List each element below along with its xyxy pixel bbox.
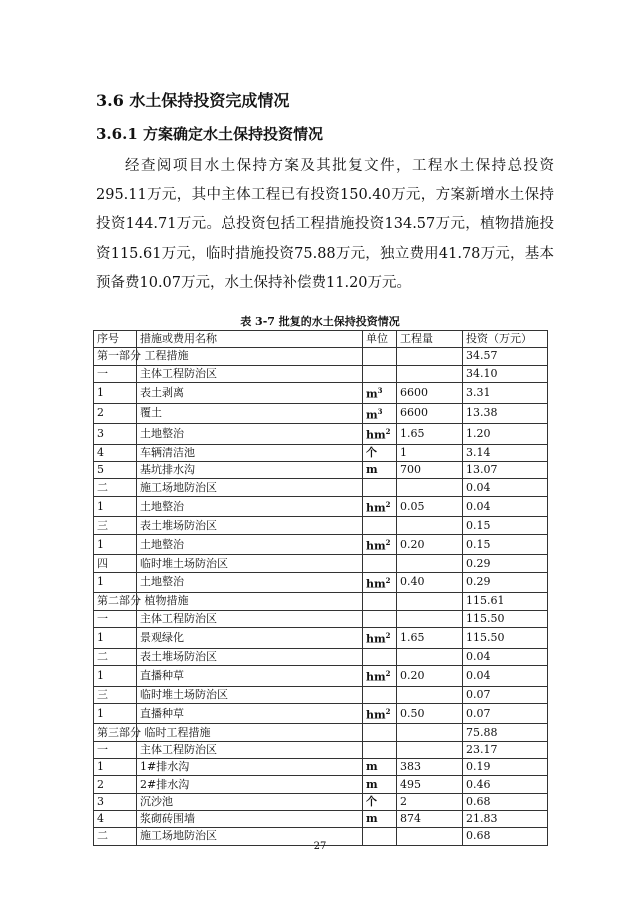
header-cell-no: 序号 [94, 331, 137, 348]
paragraph-text: 经查阅项目水土保持方案及其批复文件，工程水土保持总投资295.11万元，其中主体工程已有投资150.40万元，方案新增水土保持投资144.71万元。总投资包括工程措施投资134.57万元，植物措施投资115.61万元，临时措施投资75.88万元，独立费用41.78万元，基本预备费10.07万元，水土保持补偿费11.20万元。 [96, 158, 554, 291]
cell-unit [363, 403, 397, 424]
cell-investment: 0.04 [463, 496, 548, 517]
cell-investment: 23.17 [463, 741, 548, 758]
cell-investment: 0.68 [463, 828, 548, 845]
unit-text: m [366, 387, 378, 401]
table-row [94, 517, 548, 534]
table-row [94, 479, 548, 496]
cell-investment: 115.50 [463, 627, 548, 648]
unit-text: 个 [366, 794, 377, 808]
cell-no: 2 [94, 776, 137, 793]
table-row [94, 741, 548, 758]
cell-investment: 0.15 [463, 517, 548, 534]
cell-qty [397, 610, 463, 627]
cell-qty: 6600 [397, 382, 463, 403]
unit-superscript: 2 [385, 630, 391, 640]
cell-no: 一 [94, 365, 137, 382]
header-cell-name: 措施或费用名称 [137, 331, 363, 348]
cell-name: 临时堆土场防治区 [137, 686, 363, 703]
unit-text: hm [366, 708, 386, 722]
cell-name: 主体工程防治区 [137, 741, 363, 758]
cell-investment: 115.61 [463, 593, 548, 610]
cell-qty [397, 517, 463, 534]
cell-investment: 0.15 [463, 534, 548, 555]
table-header-row [94, 331, 548, 348]
cell-investment: 1.20 [463, 424, 548, 445]
cell-qty [397, 348, 463, 365]
cell-unit [363, 741, 397, 758]
cell-name: 浆砌砖围墙 [137, 810, 363, 827]
cell-name: 车辆清洁池 [137, 444, 363, 461]
cell-qty [397, 555, 463, 572]
cell-investment: 0.68 [463, 793, 548, 810]
cell-name: 临时堆土场防治区 [137, 555, 363, 572]
cell-qty: 874 [397, 810, 463, 827]
cell-no: 二 [94, 648, 137, 665]
unit-superscript: 2 [385, 499, 391, 509]
cell-no: 第三部分 临时工程措施 [94, 724, 137, 741]
cell-qty: 0.20 [397, 534, 463, 555]
cell-no: 第一部分 工程措施 [94, 348, 137, 365]
cell-qty: 1.65 [397, 424, 463, 445]
investment-table [93, 330, 548, 846]
cell-unit [363, 810, 397, 827]
cell-unit [363, 555, 397, 572]
cell-no: 4 [94, 444, 137, 461]
cell-no: 二 [94, 479, 137, 496]
cell-name: 覆土 [137, 403, 363, 424]
table-row [94, 348, 548, 365]
cell-unit [363, 793, 397, 810]
cell-investment: 34.10 [463, 365, 548, 382]
cell-name: 景观绿化 [137, 627, 363, 648]
cell-investment: 0.07 [463, 703, 548, 724]
cell-investment: 0.04 [463, 648, 548, 665]
cell-name: 土地整治 [137, 534, 363, 555]
section-heading: 3.6 水土保持投资完成情况 [96, 91, 290, 110]
cell-unit [363, 759, 397, 776]
cell-qty: 383 [397, 759, 463, 776]
cell-name: 表土堆场防治区 [137, 517, 363, 534]
cell-investment: 0.04 [463, 479, 548, 496]
cell-qty: 0.40 [397, 572, 463, 593]
unit-text: hm [366, 670, 386, 684]
cell-no: 1 [94, 627, 137, 648]
cell-unit [363, 776, 397, 793]
unit-superscript: 2 [385, 427, 391, 437]
cell-name: 直播种草 [137, 665, 363, 686]
cell-qty: 700 [397, 462, 463, 479]
cell-unit [363, 724, 397, 741]
cell-qty [397, 686, 463, 703]
cell-no: 2 [94, 403, 137, 424]
cell-unit [363, 703, 397, 724]
cell-unit [363, 593, 397, 610]
cell-unit [363, 534, 397, 555]
cell-no: 1 [94, 703, 137, 724]
subsection-heading: 3.6.1 方案确定水土保持投资情况 [96, 125, 323, 143]
unit-text: hm [366, 539, 386, 553]
cell-qty: 2 [397, 793, 463, 810]
cell-qty [397, 741, 463, 758]
table-row [94, 810, 548, 827]
unit-superscript: 2 [385, 668, 391, 678]
table-body [94, 331, 548, 846]
table-row [94, 627, 548, 648]
cell-qty: 495 [397, 776, 463, 793]
cell-investment: 21.83 [463, 810, 548, 827]
body-paragraph [96, 152, 554, 298]
cell-no: 1 [94, 572, 137, 593]
cell-name: 表土堆场防治区 [137, 648, 363, 665]
cell-qty: 0.05 [397, 496, 463, 517]
unit-text: m [366, 812, 378, 826]
cell-unit [363, 572, 397, 593]
table-row [94, 382, 548, 403]
cell-qty: 0.50 [397, 703, 463, 724]
table-row [94, 534, 548, 555]
cell-qty [397, 593, 463, 610]
header-cell-unit: 单位 [363, 331, 397, 348]
cell-name: 直播种草 [137, 703, 363, 724]
cell-no: 3 [94, 424, 137, 445]
cell-investment: 0.46 [463, 776, 548, 793]
cell-investment: 0.19 [463, 759, 548, 776]
cell-investment: 34.57 [463, 348, 548, 365]
cell-qty [397, 648, 463, 665]
cell-unit [363, 382, 397, 403]
cell-unit [363, 444, 397, 461]
cell-qty: 1.65 [397, 627, 463, 648]
cell-name: 施工场地防治区 [137, 828, 363, 845]
header-cell-investment: 投资（万元） [463, 331, 548, 348]
table-row [94, 776, 548, 793]
table-row [94, 496, 548, 517]
cell-no: 1 [94, 382, 137, 403]
unit-text: m [366, 777, 378, 791]
cell-no: 3 [94, 793, 137, 810]
cell-qty [397, 479, 463, 496]
table-caption: 表 3-7 批复的水土保持投资情况 [240, 315, 400, 328]
cell-no: 第二部分 植物措施 [94, 593, 137, 610]
cell-no: 四 [94, 555, 137, 572]
cell-qty: 6600 [397, 403, 463, 424]
table-row [94, 572, 548, 593]
table-row [94, 593, 548, 610]
cell-investment: 3.14 [463, 444, 548, 461]
unit-text: hm [366, 632, 386, 646]
cell-unit [363, 686, 397, 703]
unit-superscript: 2 [385, 575, 391, 585]
table-row [94, 665, 548, 686]
cell-no: 1 [94, 665, 137, 686]
cell-unit [363, 610, 397, 627]
cell-name: 土地整治 [137, 496, 363, 517]
cell-no: 4 [94, 810, 137, 827]
cell-no: 三 [94, 686, 137, 703]
cell-name: 基坑排水沟 [137, 462, 363, 479]
cell-unit [363, 627, 397, 648]
unit-superscript: 2 [385, 706, 391, 716]
cell-no: 二 [94, 828, 137, 845]
cell-qty [397, 365, 463, 382]
unit-superscript: 3 [377, 406, 383, 416]
unit-text: hm [366, 577, 386, 591]
cell-investment: 13.38 [463, 403, 548, 424]
unit-text: 个 [366, 446, 377, 459]
cell-name: 土地整治 [137, 424, 363, 445]
unit-text: m [366, 408, 378, 422]
cell-unit [363, 348, 397, 365]
unit-superscript: 2 [385, 537, 391, 547]
cell-unit [363, 462, 397, 479]
cell-investment: 75.88 [463, 724, 548, 741]
table-row [94, 648, 548, 665]
cell-name: 1#排水沟 [137, 759, 363, 776]
cell-investment: 13.07 [463, 462, 548, 479]
cell-name: 2#排水沟 [137, 776, 363, 793]
table-row [94, 462, 548, 479]
cell-name: 主体工程防治区 [137, 365, 363, 382]
cell-unit [363, 365, 397, 382]
cell-qty [397, 724, 463, 741]
unit-text: m [366, 463, 378, 477]
table-row [94, 403, 548, 424]
cell-unit [363, 648, 397, 665]
table-row [94, 424, 548, 445]
table-row [94, 610, 548, 627]
cell-no: 1 [94, 496, 137, 517]
cell-name: 沉沙池 [137, 793, 363, 810]
unit-text: m [366, 760, 378, 774]
cell-name: 主体工程防治区 [137, 610, 363, 627]
table-row [94, 793, 548, 810]
cell-investment: 0.29 [463, 555, 548, 572]
cell-investment: 3.31 [463, 382, 548, 403]
cell-investment: 0.07 [463, 686, 548, 703]
cell-unit [363, 496, 397, 517]
cell-unit [363, 665, 397, 686]
cell-investment: 115.50 [463, 610, 548, 627]
cell-unit [363, 424, 397, 445]
table-row [94, 703, 548, 724]
cell-name: 表土剥离 [137, 382, 363, 403]
cell-qty: 1 [397, 444, 463, 461]
unit-superscript: 3 [377, 385, 383, 395]
page-number: 27 [313, 841, 327, 852]
unit-text: hm [366, 501, 386, 515]
cell-unit [363, 479, 397, 496]
cell-name: 土地整治 [137, 572, 363, 593]
table-row [94, 555, 548, 572]
cell-name: 施工场地防治区 [137, 479, 363, 496]
cell-investment: 0.04 [463, 665, 548, 686]
table-row [94, 724, 548, 741]
header-cell-qty: 工程量 [397, 331, 463, 348]
unit-text: hm [366, 428, 386, 442]
cell-qty: 0.20 [397, 665, 463, 686]
cell-no: 1 [94, 759, 137, 776]
cell-no: 一 [94, 741, 137, 758]
cell-no: 1 [94, 534, 137, 555]
table-row [94, 686, 548, 703]
table-row [94, 365, 548, 382]
table-row [94, 444, 548, 461]
cell-no: 一 [94, 610, 137, 627]
cell-no: 5 [94, 462, 137, 479]
cell-no: 三 [94, 517, 137, 534]
table-row [94, 759, 548, 776]
cell-unit [363, 517, 397, 534]
cell-investment: 0.29 [463, 572, 548, 593]
